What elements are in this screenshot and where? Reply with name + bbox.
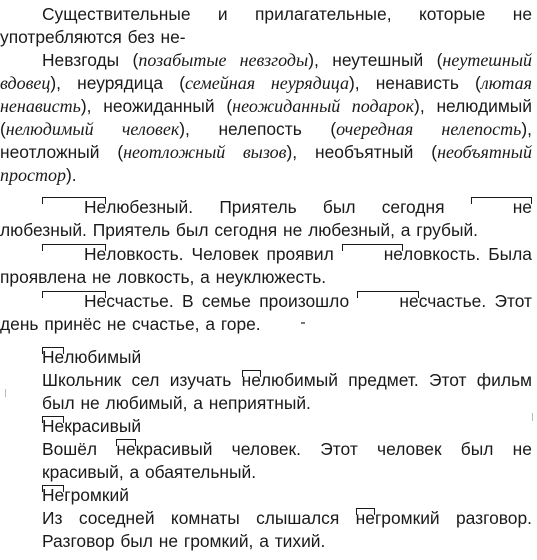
ne-prefix-mark: не [357,290,418,313]
list-example: нелюдимый человек [5,119,180,139]
word-sentence: Из соседней комнаты слышался [42,508,340,528]
list-word: необъятный [315,142,414,162]
list-example: семейная неурядица [185,73,349,93]
scan-mark [5,389,6,397]
list-example: необъятный простор [0,142,532,185]
print-speck [301,322,305,324]
ne-prefix-mark: не [241,370,261,390]
word-sentence: Этот фильм был не любимый, а неприятный. [42,370,532,413]
ne-prefix-mark: Не [42,416,65,436]
list-example: очередная нелепость [336,119,522,139]
word-heading [42,346,141,369]
ne-prefix-mark: не [355,508,375,528]
example-paragraph [0,290,532,336]
word-heading [42,415,141,438]
word-sentences [42,507,532,553]
scan-mark [532,413,533,421]
list-word: неурядица [77,73,164,93]
ne-prefix-mark: Не [42,485,65,505]
list-word: ненависть [375,73,459,93]
example-sentence: любезный. [0,220,87,240]
intro-paragraph: Существительные и прилагательные, которые не употребляются без не- [0,4,532,47]
ne-prefix-mark: не [471,196,532,219]
ne-prefix-mark: Не [42,290,106,313]
list-example: неожиданный подарок [232,96,415,116]
ne-prefix-mark: Не [42,347,65,367]
word-heading-rest: красивый [64,416,142,436]
example-sentence: Приятель был сегодня [219,197,445,217]
example-paragraph [0,196,532,242]
list-word: Невзгоды [42,50,120,70]
word-heading [42,484,129,507]
word-sentence: Школьник сел изучать [42,370,232,390]
word-list-paragraph: Невзгоды (позабытые невзгоды), неутешный (неутешный вдовец), неурядица (семейная неурядица), ненависть (лютая ненависть), неожиданный (неожиданный подарок), нелюдимый (нелюдимый человек), нелепость (очередная нелепость), неотложный (неотложный вызов), необъятный (необъятный простор). [0,50,533,185]
list-example: неотложный вызов [123,142,287,162]
example-paragraph [0,243,532,289]
example-sentence: Была проявлена не ловкость, а неуклюжесть. [0,244,532,287]
word-sentence: Этот человек был не красивый, а обаятельный. [42,439,532,482]
example-sentence: ловкость. [402,244,481,264]
word-sentence: красивый человек. [135,439,301,459]
example-head: счастье. [106,291,174,311]
example-head: любезный. [106,197,194,217]
word-heading-rest: громкий [64,485,129,505]
list-word: нелюдимый [436,96,532,116]
example-sentence: В семье произошло [182,291,350,311]
word-sentences [42,438,532,484]
word-sentence: любимый предмет. [260,370,419,390]
list-word: неутешный [332,50,424,70]
example-sentence: Приятель был сегодня не любезный, а грубый. [92,220,479,240]
ne-prefix-mark: Не [42,243,106,266]
example-sentence: счастье. [418,291,487,311]
example-head: ловкость. [106,244,184,264]
list-word: неотложный [0,142,100,162]
list-word: нелепость [218,119,302,139]
list-example: лютая ненависть [0,73,532,116]
ne-prefix-mark: не [116,439,136,459]
word-heading-rest: любимый [64,347,142,367]
word-sentences [42,369,532,415]
word-sentence: Вошёл [42,439,98,459]
list-word: неожиданный [103,96,215,116]
word-sentence: Разговор был не громкий, а тихий. [42,531,326,551]
example-sentence: Этот день принёс не счастье, а горе. [0,291,532,334]
example-sentence: Человек проявил [191,244,334,264]
word-sentence: громкий разговор. [374,508,532,528]
list-example: неутешный вдовец [0,50,533,93]
ne-prefix-mark: Не [42,196,106,219]
ne-prefix-mark: не [342,243,403,266]
list-example: позабытые невзгоды [138,50,309,70]
